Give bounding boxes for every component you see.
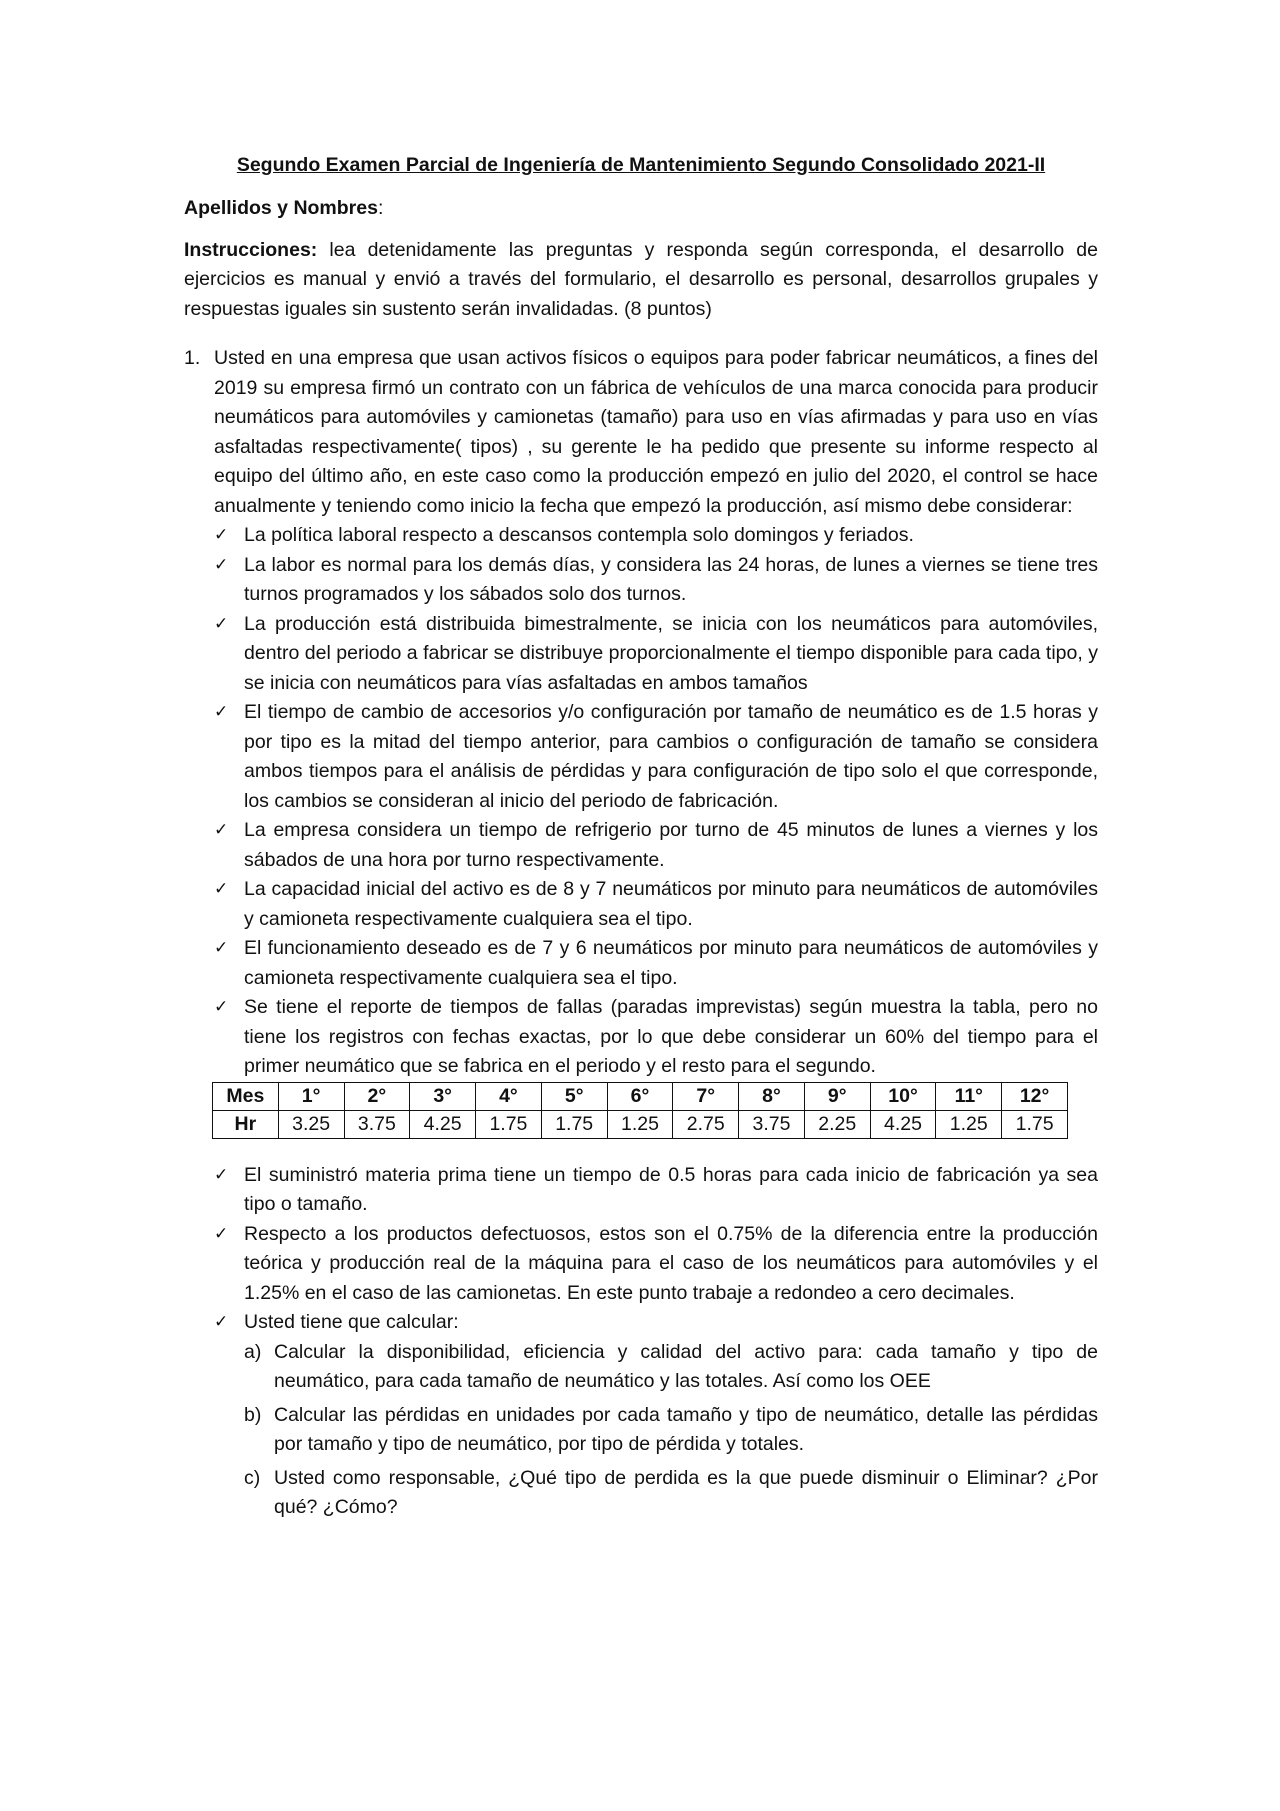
table-month-cell: 2°	[344, 1082, 410, 1110]
table-month-cell: 6°	[607, 1082, 673, 1110]
checkmark-icon: ✓	[214, 613, 229, 634]
table-header-label: Mes	[213, 1082, 279, 1110]
condition-text: La capacidad inicial del activo es de 8 y 7 neumáticos por minuto para neumáticos de automóviles y camioneta respectivamente cualquiera sea el tipo.	[244, 878, 1098, 930]
checkmark-icon: ✓	[214, 997, 229, 1017]
condition-item	[214, 1308, 1098, 1338]
condition-item	[214, 551, 1098, 610]
question-1-continued	[184, 1161, 1098, 1527]
condition-text: Se tiene el reporte de tiempos de fallas (paradas imprevistas) según muestra la tabla, pero no tiene los registros con fechas exactas, por lo que debe considerar un 60% del tiempo para el primer neumático que se fabrica en el periodo y el resto para el segundo.	[244, 996, 1098, 1077]
checkmark-icon: ✓	[214, 525, 229, 545]
failure-times-table	[212, 1082, 1068, 1139]
table-month-cell: 9°	[804, 1082, 870, 1110]
condition-text: La producción está distribuida bimestralmente, se inicia con los neumáticos para automóviles, dentro del periodo a fabricar se distribuye proporcionalmente el tiempo disponible para cada tipo, y se inicia con neumáticos para vías asfaltadas en ambos tamaños	[244, 612, 1098, 694]
sub-item	[244, 1338, 1098, 1397]
instructions-text: lea detenidamente las preguntas y responda según corresponda, el desarrollo de ejercicios es manual y envió a través del formulario, el desarrollo es personal, desarrollos grupales y respuestas iguales sin sustento serán invalidadas. (8 puntos)	[184, 238, 1098, 320]
checkmark-icon: ✓	[214, 938, 229, 958]
condition-text: La labor es normal para los demás días, y considera las 24 horas, de lunes a viernes se tiene tres turnos programados y los sábados solo dos turnos.	[244, 553, 1098, 605]
sub-item-text: Usted como responsable, ¿Qué tipo de perdida es la que puede disminuir o Eliminar? ¿Por qué? ¿Cómo?	[274, 1466, 1098, 1518]
sub-items-list	[244, 1338, 1098, 1523]
table-month-cell: 7°	[673, 1082, 739, 1110]
checkmark-icon: ✓	[214, 1312, 229, 1332]
condition-text: El suministró materia prima tiene un tiempo de 0.5 horas para cada inicio de fabricación ya sea tipo o tamaño.	[244, 1163, 1098, 1215]
sub-item-letter: c)	[244, 1466, 261, 1489]
condition-text: Usted tiene que calcular:	[244, 1311, 459, 1333]
table-month-cell: 1°	[278, 1082, 344, 1110]
table-hours-cell: 3.25	[278, 1110, 344, 1138]
condition-text: Respecto a los productos defectuosos, estos son el 0.75% de la diferencia entre la producción teórica y producción real de la máquina para el caso de los neumáticos para automóviles y el 1.25% en el caso de las camionetas. En este punto trabaje a redondeo a cero decimales.	[244, 1222, 1098, 1304]
table-row	[213, 1110, 1068, 1138]
condition-text: La empresa considera un tiempo de refrigerio por turno de 45 minutos de lunes a viernes y los sábados de una hora por turno respectivamente.	[244, 819, 1098, 871]
table-month-cell: 8°	[739, 1082, 805, 1110]
sub-item-text: Calcular la disponibilidad, eficiencia y calidad del activo para: cada tamaño y tipo de neumático, para cada tamaño de neumático y las totales. Así como los OEE	[274, 1340, 1098, 1392]
table-hours-cell: 4.25	[870, 1110, 936, 1138]
table-hours-cell: 2.75	[673, 1110, 739, 1138]
condition-item	[214, 698, 1098, 816]
condition-item	[214, 610, 1098, 699]
condition-text: La política laboral respecto a descansos contempla solo domingos y feriados.	[244, 524, 914, 546]
sub-item-text: Calcular las pérdidas en unidades por cada tamaño y tipo de neumático, detalle las pérdidas por tamaño y tipo de neumático, por tipo de pérdida y totales.	[274, 1403, 1098, 1455]
condition-text: El funcionamiento deseado es de 7 y 6 neumáticos por minuto para neumáticos de automóviles y camioneta respectivamente cualquiera sea el tipo.	[244, 937, 1098, 989]
names-line	[184, 194, 1098, 224]
condition-item	[214, 816, 1098, 875]
condition-item	[214, 875, 1098, 934]
table-month-cell: 10°	[870, 1082, 936, 1110]
instructions-paragraph	[184, 236, 1098, 325]
sub-item	[244, 1401, 1098, 1460]
table-hours-cell: 2.25	[804, 1110, 870, 1138]
checkmark-icon: ✓	[214, 702, 229, 722]
question-1	[184, 344, 1098, 1082]
table-hours-cell: 4.25	[410, 1110, 476, 1138]
conditions-list	[214, 521, 1098, 1082]
table-header-row	[213, 1082, 1068, 1110]
checkmark-icon: ✓	[214, 1223, 229, 1244]
table-month-cell: 12°	[1002, 1082, 1068, 1110]
table-row-label: Hr	[213, 1110, 279, 1138]
condition-item	[214, 993, 1098, 1082]
condition-item	[214, 1220, 1098, 1309]
table-month-cell: 5°	[541, 1082, 607, 1110]
names-colon: :	[377, 197, 384, 219]
sub-item-letter: b)	[244, 1403, 262, 1426]
condition-text: El tiempo de cambio de accesorios y/o configuración por tamaño de neumático es de 1.5 horas y por tipo es la mitad del tiempo anterior, para cambios o configuración de tamaño se considera ambos tiempos para el análisis de pérdidas y para configuración de tipo solo el que corresponde, los cambios se consideran al inicio del periodo de fabricación.	[244, 701, 1098, 812]
checkmark-icon: ✓	[214, 820, 229, 840]
table-hours-cell: 1.25	[936, 1110, 1002, 1138]
table-month-cell: 3°	[410, 1082, 476, 1110]
exam-page	[184, 150, 1098, 1527]
table-month-cell: 11°	[936, 1082, 1002, 1110]
exam-title: Segundo Examen Parcial de Ingeniería de Mantenimiento Segundo Consolidado 2021-II	[236, 154, 1046, 176]
question-1-number: 1.	[184, 347, 201, 369]
condition-item	[214, 521, 1098, 551]
checkmark-icon: ✓	[214, 554, 229, 575]
table-hours-cell: 3.75	[739, 1110, 805, 1138]
table-hours-cell: 1.75	[1002, 1110, 1068, 1138]
question-1-body	[214, 344, 1098, 1082]
table-hours-cell: 1.75	[476, 1110, 542, 1138]
table-hours-cell: 3.75	[344, 1110, 410, 1138]
sub-item-letter: a)	[244, 1340, 262, 1363]
sub-item	[244, 1464, 1098, 1523]
checkmark-icon: ✓	[214, 879, 229, 899]
table-hours-cell: 1.25	[607, 1110, 673, 1138]
checkmark-icon: ✓	[214, 1164, 229, 1185]
table-month-cell: 4°	[476, 1082, 542, 1110]
table-hours-cell: 1.75	[541, 1110, 607, 1138]
condition-item	[214, 1161, 1098, 1220]
names-label: Apellidos y Nombres	[184, 197, 378, 219]
question-1-text: Usted en una empresa que usan activos físicos o equipos para poder fabricar neumáticos, a fines del 2019 su empresa firmó un contrato con un fábrica de vehículos de una marca conocida para producir neumáticos para automóviles y camionetas (tamaño) para uso en vías afirmadas y para uso en vías asfaltadas respectivamente( tipos) , su gerente le ha pedido que presente su informe respecto al equipo del último año, en este caso como la producción empezó en julio del 2020, el control se hace anualmente y teniendo como inicio la fecha que empezó la producción, así mismo debe considerar:	[214, 347, 1098, 517]
condition-item	[214, 934, 1098, 993]
conditions-list-after-table	[214, 1161, 1098, 1338]
instructions-lead: Instrucciones:	[184, 238, 318, 261]
